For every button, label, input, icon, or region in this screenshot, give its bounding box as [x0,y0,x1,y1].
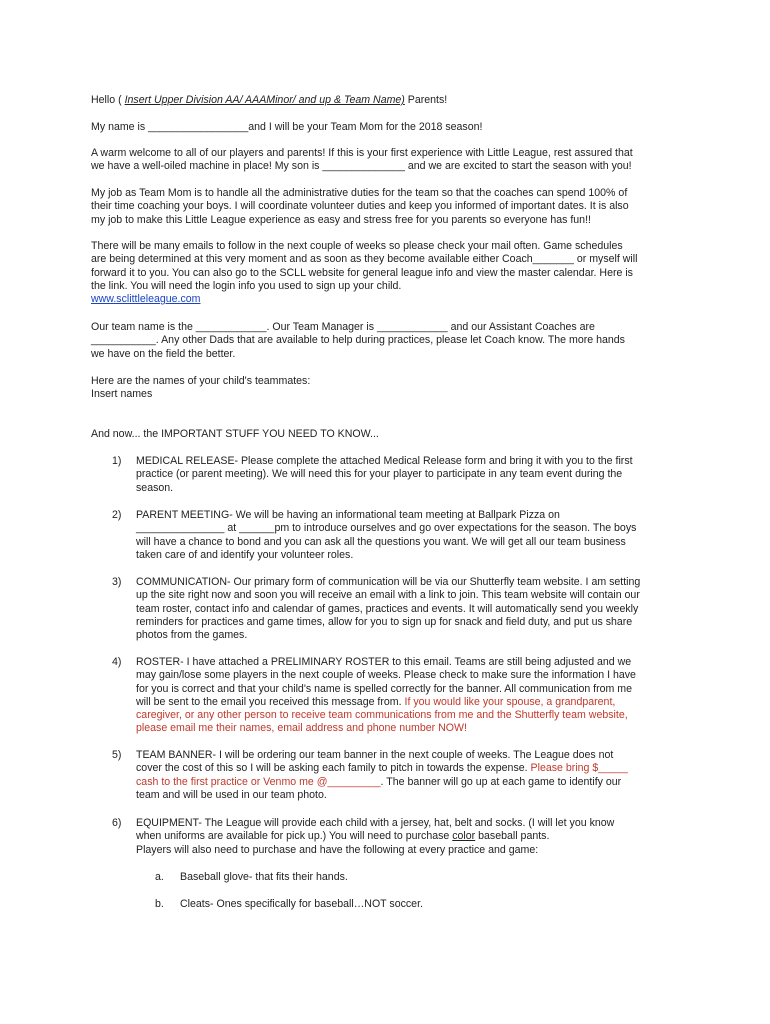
item-line: team roster, contact info and calendar of games, practices and events. It will automatically send you weekly [136,602,639,615]
item-line: may gain/lose some players in the next couple of weeks. Please check to make sure the information I have [136,669,636,682]
item-line: EQUIPMENT- The League will provide each child with a jersey, hat, belt and socks. (I will let you know [136,817,615,829]
item-underlined: color [452,830,476,843]
item-line: practice (or parent meeting). We will need this for your player to participate in any team event during the [136,468,623,481]
sub-list-text: Baseball glove- that fits their hands. [180,871,348,883]
welcome-line: we have a well-oiled machine in place! My son is ______________ and we are excited to start the season with you! [91,160,632,173]
item-line: TEAM BANNER- I will be ordering our team banner in the next couple of weeks. The League does not [136,749,614,761]
item-line: reminders for practices and game times, allow for you to sign up for snack and field duty, and put us share [136,615,633,628]
greeting-post: Parents! [404,94,448,106]
item-line: up the site right now and soon you will receive an email with a link to join. This team website will contain our [136,589,640,602]
item-text: . The banner will go up at each game to identify our [380,775,622,788]
list-number: 6) [112,817,122,829]
item-line: will have a chance to bond and you can ask all the questions you want. We will get all our team business [136,535,626,548]
item-line: season. [136,481,174,494]
list-number: 4) [112,656,122,668]
item-highlight-line: caregiver, or any other person to receive team communications from me and the Shutterfly team website, [136,709,628,722]
item-highlight-line: please email me their names, email address and phone number NOW! [136,722,467,735]
job-line: my job to make this Little League experience as easy and stress free for you parents so everyone has fun!! [91,213,591,226]
sub-list-item [155,898,655,911]
teammates-line: Here are the names of your child's teammates: [91,375,311,387]
welcome-paragraph [91,147,691,174]
item-line: MEDICAL RELEASE- Please complete the attached Medical Release form and bring it with you to the first [136,455,633,467]
item-line: COMMUNICATION- Our primary form of communication will be via our Shutterfly team website. I am setting [136,576,641,588]
item-line: ROSTER- I have attached a PRELIMINARY ROSTER to this email. Teams are still being adjusted and we [136,656,632,668]
item-line: photos from the games. [136,629,248,642]
emails-paragraph [91,240,691,306]
sub-list-text: Cleats- Ones specifically for baseball…NOT soccer. [180,898,423,910]
job-paragraph [91,187,691,227]
list-number: 1) [112,455,122,467]
job-line: their time coaching your boys. I will coordinate volunteer duties and keep you informed of important dates. It is also [91,200,629,213]
item-highlight: cash to the first practice or Venmo me @_________ [136,775,381,788]
list-number: 2) [112,509,122,521]
emails-line: forward it to you. You can also go to the SCLL website for general league info and view the master calendar. Here is [91,266,633,279]
teammates-paragraph [91,375,691,402]
list-item [91,817,681,857]
list-item [91,749,681,802]
item-line: _______________ at ______pm to introduce ourselves and go over expectations for the season. The boys [136,522,637,535]
important-heading: And now... the IMPORTANT STUFF YOU NEED TO KNOW... [91,428,379,440]
item-highlight: If you would like your spouse, a grandparent, [404,695,616,708]
list-item [91,455,681,495]
greeting [91,94,691,107]
item-line: PARENT MEETING- We will be having an informational team meeting at Ballpark Pizza on [136,509,560,521]
league-website-link[interactable]: www.sclittleleague.com [91,293,201,306]
list-item [91,576,681,642]
item-text: when uniforms are available for pick up.) You will need to purchase [136,830,453,843]
sub-list-letter: a. [155,871,164,883]
item-line: team and will be used in our team photo. [136,788,327,801]
emails-line: the link. You will need the login info you used to sign up your child. [91,279,402,292]
emails-line: are being determined at this very moment and as soon as they become available either Coach_______ or myself will [91,253,638,266]
item-highlight: Please bring $_____ [530,762,628,775]
welcome-line: A warm welcome to all of our players and parents! If this is your first experience with Little League, rest assured that [91,147,633,159]
sub-list-item [155,871,655,884]
item-line: for you is correct and that your child's name is spelled correctly for the banner. All communication from me [136,682,633,695]
item-text: baseball pants. [475,830,550,843]
item-line: Players will also need to purchase and have the following at every practice and game: [136,843,539,856]
team-paragraph [91,321,691,361]
greeting-insert: Insert Upper Division AA/ AAAMinor/ and up & Team Name) [124,94,405,106]
item-line: taken care of and identify your volunteer roles. [136,548,354,561]
item-text: cover the cost of this so I will be asking each family to pitch in towards the expense. [136,762,531,775]
intro-name: My name is _________________and I will be your Team Mom for the 2018 season! [91,121,483,133]
emails-line: There will be many emails to follow in the next couple of weeks so please check your mail often. Game schedules [91,240,623,252]
item-text: will be sent to the email you received this message from. [136,695,405,708]
job-line: My job as Team Mom is to handle all the administrative duties for the team so that the coaches can spend 100% of [91,187,628,199]
sub-list-letter: b. [155,898,164,910]
team-line: we have on the field the better. [91,347,236,360]
list-number: 3) [112,576,122,588]
list-item [91,509,681,562]
teammates-line: Insert names [91,388,153,401]
team-line: Our team name is the ____________. Our Team Manager is ____________ and our Assistant Coaches are [91,321,595,333]
list-item [91,656,681,736]
greeting-pre: Hello ( [91,94,125,106]
list-number: 5) [112,749,122,761]
team-line: ___________. Any other Dads that are available to help during practices, please let Coach know. The more hands [91,334,625,347]
